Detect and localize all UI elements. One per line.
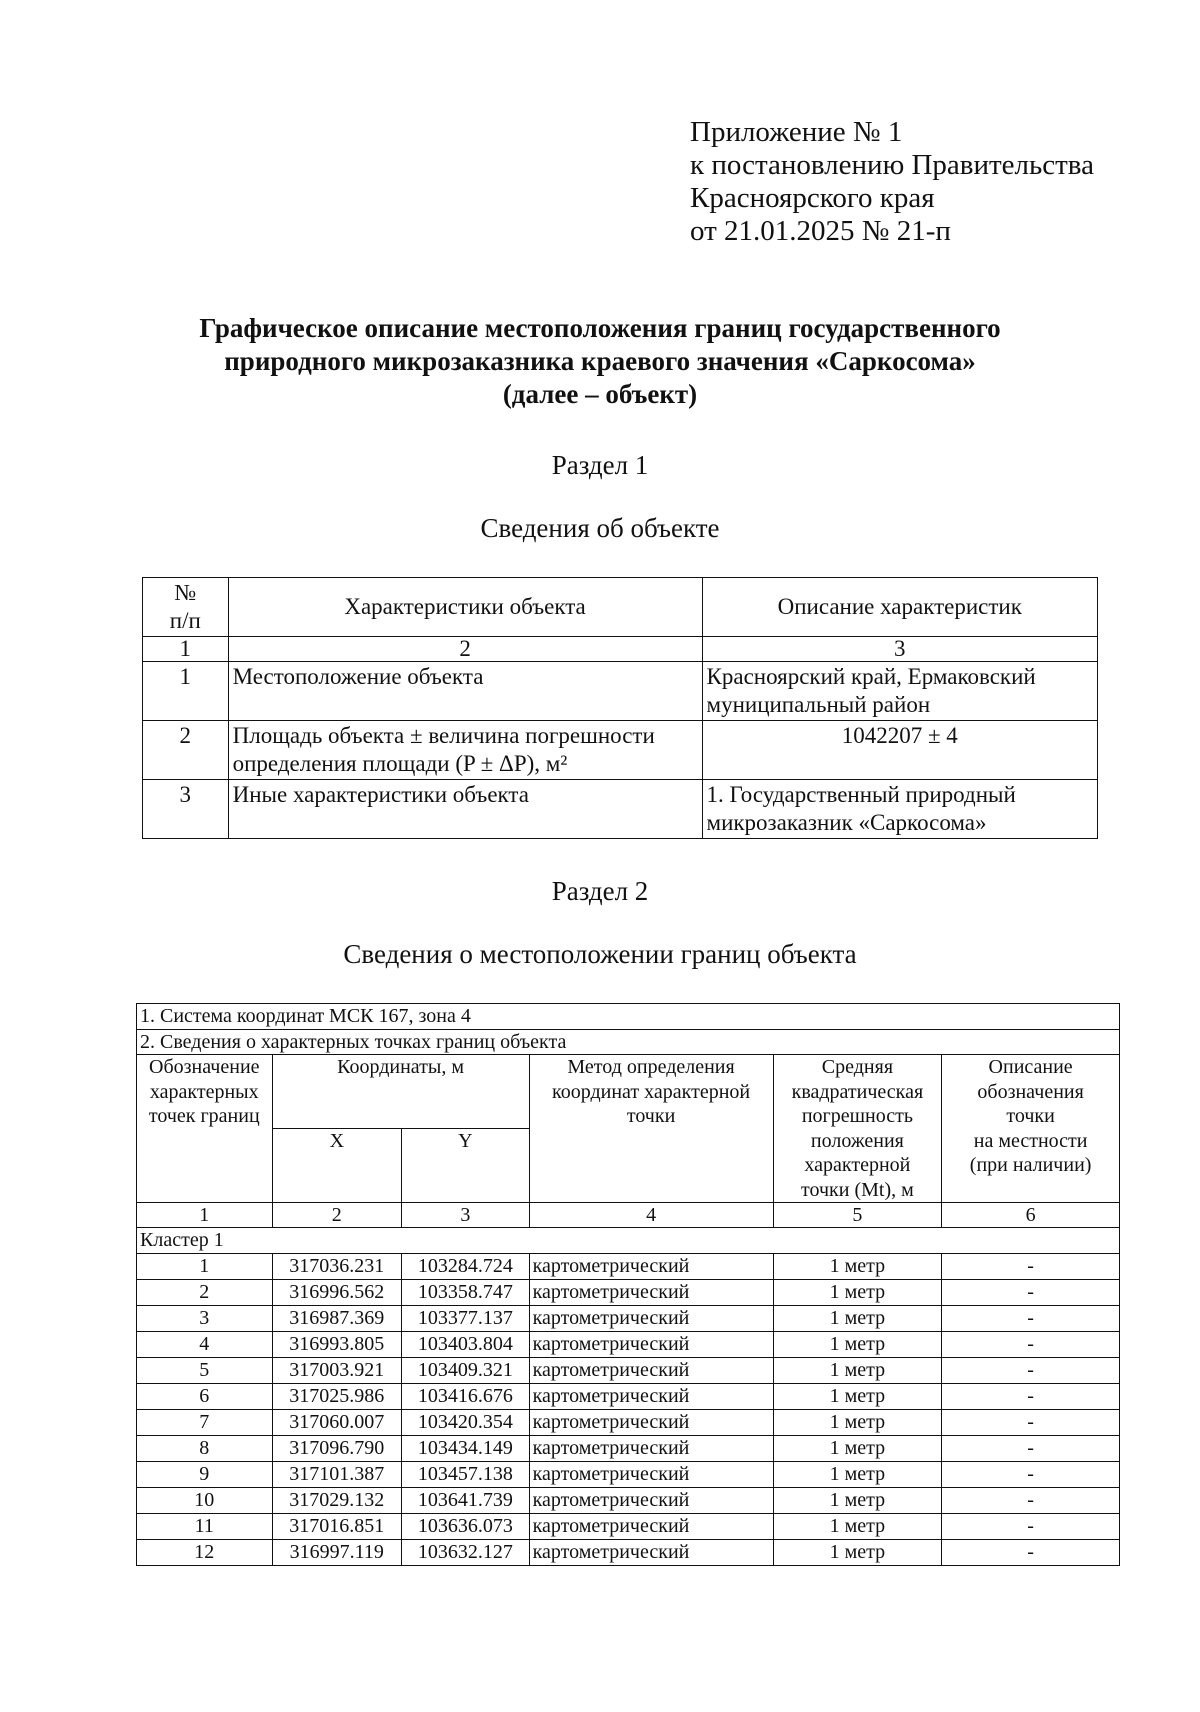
point-description: - [942, 1435, 1120, 1461]
mean-error: 1 метр [773, 1461, 942, 1487]
header-text: № [174, 580, 197, 605]
point-number: 4 [137, 1331, 273, 1357]
coordinate-system: 1. Система координат МСК 167, зона 4 [137, 1004, 1120, 1030]
header-y: Y [402, 1129, 530, 1203]
header-text: погрешность [801, 1105, 913, 1127]
method: картометрический [529, 1539, 773, 1565]
table-row [143, 780, 1098, 839]
method: картометрический [529, 1487, 773, 1513]
coordinate-y: 103641.739 [402, 1487, 530, 1513]
coordinate-y: 103416.676 [402, 1383, 530, 1409]
annex-line: Красноярского края [690, 182, 935, 214]
coordinate-x: 317003.921 [272, 1357, 402, 1383]
characteristic-line: определения площади (P ± ΔP), м² [232, 751, 568, 776]
coordinate-y: 103632.127 [402, 1539, 530, 1565]
column-index: 3 [402, 1203, 530, 1228]
mean-error: 1 метр [773, 1383, 942, 1409]
description-line: Красноярский край, Ермаковский [706, 664, 1036, 689]
header-text: положения [810, 1129, 904, 1152]
point-number: 3 [137, 1305, 273, 1331]
header-text: характерных [149, 1080, 259, 1103]
table-row [137, 1253, 1120, 1279]
method: картометрический [529, 1305, 773, 1331]
row-number: 1 [143, 662, 229, 721]
point-description: - [942, 1253, 1120, 1279]
point-description: - [942, 1513, 1120, 1539]
header-point-description [942, 1055, 1120, 1203]
header-text: характерной [804, 1154, 911, 1176]
method: картометрический [529, 1435, 773, 1461]
method: картометрический [529, 1461, 773, 1487]
points-title-row [137, 1029, 1120, 1055]
cluster-label: Кластер 1 [137, 1228, 1120, 1254]
header-text: Описание [988, 1056, 1073, 1078]
header-text: точек границ [148, 1105, 260, 1127]
header-cell-description: Описание характеристик [702, 578, 1097, 637]
method: картометрический [529, 1253, 773, 1279]
coordinate-x: 317101.387 [272, 1461, 402, 1487]
column-index: 2 [228, 637, 702, 662]
table-header-row [143, 578, 1098, 637]
coordinate-y: 103403.804 [402, 1331, 530, 1357]
table-row [137, 1279, 1120, 1305]
column-index: 1 [143, 637, 229, 662]
mean-error: 1 метр [773, 1409, 942, 1435]
point-description: - [942, 1305, 1120, 1331]
section2-subheading: Сведения о местоположении границ объекта [343, 939, 857, 969]
coordinate-y: 103457.138 [402, 1461, 530, 1487]
header-text: обозначения [977, 1080, 1084, 1103]
method: картометрический [529, 1357, 773, 1383]
column-index: 2 [272, 1203, 402, 1228]
table-row [137, 1305, 1120, 1331]
row-description [702, 780, 1097, 839]
header-text: точки [1006, 1105, 1055, 1127]
method: картометрический [529, 1513, 773, 1539]
header-mean-error [773, 1055, 942, 1203]
table-row [143, 721, 1098, 780]
point-description: - [942, 1539, 1120, 1565]
header-text: Средняя [821, 1056, 894, 1078]
row-characteristic: Местоположение объекта [228, 662, 702, 721]
coordinate-x: 316993.805 [272, 1331, 402, 1357]
mean-error: 1 метр [773, 1513, 942, 1539]
description-line: муниципальный район [706, 692, 931, 717]
header-method [529, 1055, 773, 1203]
header-text: Обозначение [149, 1056, 260, 1078]
coordinate-x: 316997.119 [272, 1539, 402, 1565]
point-number: 2 [137, 1279, 273, 1305]
table-row [137, 1357, 1120, 1383]
title-line: Графическое описание местоположения границ государственного [199, 313, 1001, 343]
coordinate-x: 317016.851 [272, 1513, 402, 1539]
row-characteristic: Иные характеристики объекта [228, 780, 702, 839]
table-row [137, 1513, 1120, 1539]
table-row [137, 1461, 1120, 1487]
annex-line: от 21.01.2025 № 21-п [690, 215, 951, 247]
column-index-row [143, 637, 1098, 662]
coordinate-x: 317036.231 [272, 1253, 402, 1279]
section1-heading: Раздел 1 [551, 450, 649, 480]
mean-error: 1 метр [773, 1279, 942, 1305]
method: картометрический [529, 1331, 773, 1357]
coordinate-x: 316996.562 [272, 1279, 402, 1305]
points-body [137, 1253, 1120, 1565]
header-x: X [272, 1129, 402, 1203]
coordinate-y: 103434.149 [402, 1435, 530, 1461]
point-number: 8 [137, 1435, 273, 1461]
coordinate-x: 317096.790 [272, 1435, 402, 1461]
point-description: - [942, 1279, 1120, 1305]
column-index: 6 [942, 1203, 1120, 1228]
method: картометрический [529, 1279, 773, 1305]
header-cell-characteristics: Характеристики объекта [228, 578, 702, 637]
header-text: п/п [169, 608, 201, 633]
header-text: квадратическая [791, 1080, 924, 1103]
point-number: 11 [137, 1513, 273, 1539]
table-row [137, 1487, 1120, 1513]
document-title [0, 312, 1200, 411]
header-text: координат характерной [552, 1080, 751, 1103]
point-number: 5 [137, 1357, 273, 1383]
point-number: 7 [137, 1409, 273, 1435]
point-number: 10 [137, 1487, 273, 1513]
header-cell-number [143, 578, 229, 637]
table-header-row [137, 1055, 1120, 1129]
points-title: 2. Сведения о характерных точках границ объекта [137, 1029, 1120, 1055]
annex-line: Приложение № 1 [690, 116, 903, 148]
column-index: 3 [702, 637, 1097, 662]
coordinate-y: 103409.321 [402, 1357, 530, 1383]
coordinate-system-row [137, 1004, 1120, 1030]
coordinate-y: 103420.354 [402, 1409, 530, 1435]
annex-line: к постановлению Правительства [690, 149, 1094, 181]
mean-error: 1 метр [773, 1331, 942, 1357]
mean-error: 1 метр [773, 1357, 942, 1383]
header-text: точки [626, 1105, 676, 1127]
row-number: 3 [143, 780, 229, 839]
header-point-designation [137, 1055, 273, 1203]
coordinate-y: 103358.747 [402, 1279, 530, 1305]
point-description: - [942, 1331, 1120, 1357]
row-characteristic [228, 721, 702, 780]
cluster-row [137, 1228, 1120, 1254]
coordinate-y: 103284.724 [402, 1253, 530, 1279]
coordinate-y: 103377.137 [402, 1305, 530, 1331]
point-description: - [942, 1487, 1120, 1513]
coordinate-x: 317060.007 [272, 1409, 402, 1435]
table-row [137, 1409, 1120, 1435]
table-row [137, 1383, 1120, 1409]
header-text: (при наличии) [969, 1154, 1092, 1176]
section2-heading: Раздел 2 [551, 876, 649, 906]
coordinate-x: 316987.369 [272, 1305, 402, 1331]
column-index-row [137, 1203, 1120, 1228]
mean-error: 1 метр [773, 1253, 942, 1279]
point-number: 9 [137, 1461, 273, 1487]
coordinate-x: 317025.986 [272, 1383, 402, 1409]
row-description: 1042207 ± 4 [702, 721, 1097, 780]
header-text: точки (Mt), м [801, 1178, 914, 1201]
column-index: 1 [137, 1203, 273, 1228]
point-number: 1 [137, 1253, 273, 1279]
header-text: Метод определения [567, 1056, 735, 1078]
mean-error: 1 метр [773, 1305, 942, 1331]
description-line: 1. Государственный природный [706, 782, 1016, 807]
object-info-table [142, 577, 1098, 839]
table-row [137, 1331, 1120, 1357]
header-text: на местности [973, 1129, 1088, 1152]
mean-error: 1 метр [773, 1487, 942, 1513]
point-description: - [942, 1383, 1120, 1409]
point-number: 12 [137, 1539, 273, 1565]
point-description: - [942, 1461, 1120, 1487]
method: картометрический [529, 1409, 773, 1435]
row-number: 2 [143, 721, 229, 780]
title-line: (далее – объект) [502, 379, 698, 409]
table-row [137, 1539, 1120, 1565]
table-row [143, 662, 1098, 721]
title-line: природного микрозаказника краевого значения «Саркосома» [224, 346, 976, 376]
characteristic-line: Площадь объекта ± величина погрешности [232, 723, 655, 748]
annex-header [690, 116, 1094, 248]
point-number: 6 [137, 1383, 273, 1409]
mean-error: 1 метр [773, 1539, 942, 1565]
point-description: - [942, 1357, 1120, 1383]
row-description [702, 662, 1097, 721]
coordinate-x: 317029.132 [272, 1487, 402, 1513]
header-coordinates: Координаты, м [272, 1055, 529, 1129]
coordinate-y: 103636.073 [402, 1513, 530, 1539]
method: картометрический [529, 1383, 773, 1409]
table-row [137, 1435, 1120, 1461]
description-line: микрозаказник «Саркосома» [706, 810, 987, 835]
mean-error: 1 метр [773, 1435, 942, 1461]
section1-subheading: Сведения об объекте [480, 513, 720, 543]
column-index: 4 [529, 1203, 773, 1228]
column-index: 5 [773, 1203, 942, 1228]
boundary-points-table [136, 1003, 1120, 1566]
point-description: - [942, 1409, 1120, 1435]
